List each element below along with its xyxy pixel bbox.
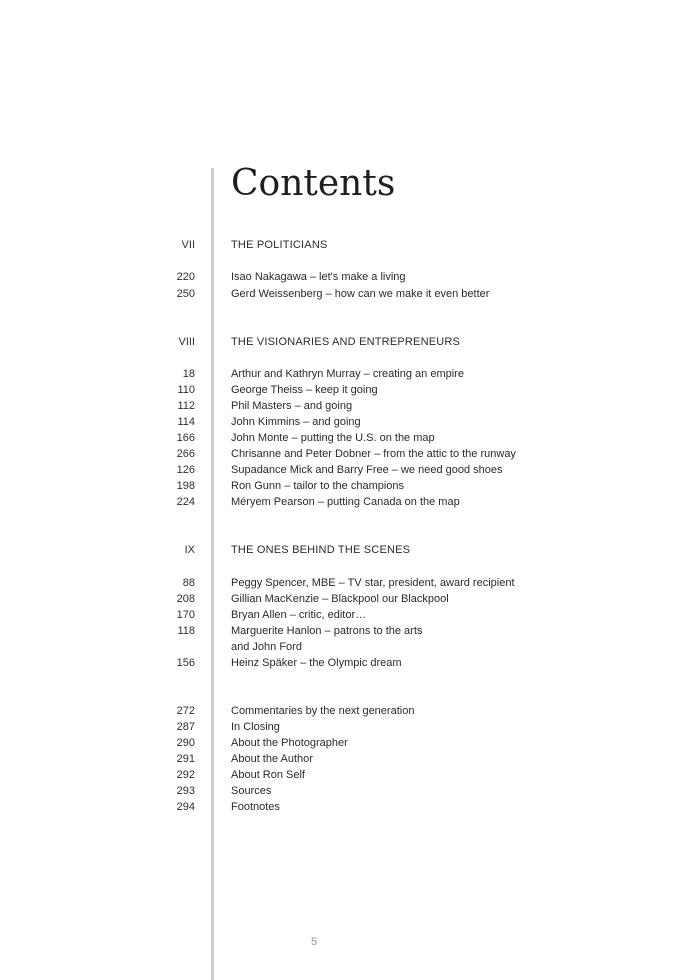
entry-page-number: 294 — [176, 801, 195, 813]
toc-entry[interactable] — [0, 767, 700, 783]
entry-title: Isao Nakagawa – let's make a living — [231, 271, 406, 283]
section-numeral: VII — [181, 239, 195, 251]
entry-title: About the Author — [231, 753, 313, 765]
entry-page-number: 166 — [176, 432, 195, 444]
toc-entry[interactable] — [0, 398, 700, 414]
entry-title: Chrisanne and Peter Dobner – from the attic to the runway — [231, 448, 516, 460]
entry-title: Sources — [231, 785, 272, 797]
section-numeral: IX — [184, 544, 195, 556]
entry-page-number: 18 — [182, 368, 195, 380]
entry-page-number: 110 — [177, 384, 195, 396]
entry-page-number: 112 — [177, 400, 195, 412]
toc-entry[interactable] — [0, 751, 700, 767]
section-heading-row — [0, 334, 700, 350]
toc-entry[interactable] — [0, 623, 700, 639]
section-heading: THE VISIONARIES AND ENTREPRENEURS — [231, 336, 461, 348]
entry-title: Gillian MacKenzie – Blackpool our Blackpool — [231, 593, 449, 605]
section-heading: THE POLITICIANS — [231, 239, 328, 251]
entry-page-number: 266 — [176, 448, 195, 460]
page-title: Contents — [231, 163, 396, 204]
entry-page-number: 126 — [176, 464, 195, 476]
toc-entry[interactable] — [0, 607, 700, 623]
entry-title: Footnotes — [231, 801, 280, 813]
entry-title: Phil Masters – and going — [231, 400, 353, 412]
entry-title: About the Photographer — [231, 737, 348, 749]
toc-entry[interactable] — [0, 366, 700, 382]
entry-title: John Kimmins – and going — [231, 416, 361, 428]
entry-page-number: 292 — [176, 769, 195, 781]
entry-title: About Ron Self — [231, 769, 305, 781]
toc-entry[interactable] — [0, 735, 700, 751]
entry-title: Heinz Späker – the Olympic dream — [231, 657, 402, 669]
entry-page-number: 208 — [176, 593, 195, 605]
toc-entry[interactable] — [0, 478, 700, 494]
entry-title: Ron Gunn – tailor to the champions — [231, 480, 405, 492]
entry-page-number: 293 — [176, 785, 195, 797]
toc-entry[interactable] — [0, 286, 700, 302]
entry-title: In Closing — [231, 721, 280, 733]
entry-title: Méryem Pearson – putting Canada on the map — [231, 496, 460, 508]
entry-title: Commentaries by the next generation — [231, 705, 415, 717]
entry-title: Peggy Spencer, MBE – TV star, president, award recipient — [231, 577, 515, 589]
entry-title: and John Ford — [231, 641, 302, 653]
toc-entry[interactable] — [0, 703, 700, 719]
section-heading-row — [0, 237, 700, 253]
entry-page-number: 156 — [176, 657, 195, 669]
toc-entry[interactable] — [0, 446, 700, 462]
entry-page-number: 198 — [176, 480, 195, 492]
entry-page-number: 290 — [176, 737, 195, 749]
entry-title: George Theiss – keep it going — [231, 384, 378, 396]
toc-entry[interactable] — [0, 655, 700, 671]
entry-title: John Monte – putting the U.S. on the map — [231, 432, 435, 444]
section-heading-row — [0, 542, 700, 558]
toc-entry[interactable] — [0, 414, 700, 430]
entry-title: Marguerite Hanlon – patrons to the arts — [231, 625, 423, 637]
entry-page-number: 291 — [176, 753, 195, 765]
entry-page-number: 224 — [176, 496, 195, 508]
entry-title: Arthur and Kathryn Murray – creating an empire — [231, 368, 464, 380]
page-number: 5 — [310, 936, 318, 948]
toc-entry[interactable] — [0, 269, 700, 285]
toc-entry[interactable] — [0, 783, 700, 799]
entry-page-number: 114 — [177, 416, 195, 428]
entry-page-number: 272 — [176, 705, 195, 717]
entry-title: Gerd Weissenberg – how can we make it even better — [231, 288, 490, 300]
entry-title: Supadance Mick and Barry Free – we need good shoes — [231, 464, 503, 476]
toc-entry[interactable] — [0, 719, 700, 735]
toc-entry[interactable] — [0, 462, 700, 478]
toc-entry[interactable] — [0, 575, 700, 591]
toc-entry[interactable] — [0, 494, 700, 510]
entry-page-number: 88 — [182, 577, 195, 589]
entry-page-number: 287 — [176, 721, 195, 733]
entry-page-number: 170 — [176, 609, 195, 621]
entry-title: Bryan Allen – critic, editor… — [231, 609, 367, 621]
entry-page-number: 250 — [176, 288, 195, 300]
toc-entry[interactable] — [0, 430, 700, 446]
toc-entry[interactable] — [0, 799, 700, 815]
toc-entry[interactable] — [0, 591, 700, 607]
entry-page-number: 220 — [176, 271, 195, 283]
entry-page-number: 118 — [177, 625, 195, 637]
toc-entry[interactable] — [0, 382, 700, 398]
section-heading: THE ONES BEHIND THE SCENES — [231, 544, 411, 556]
section-numeral: VIII — [178, 336, 195, 348]
toc-entry-continuation — [0, 639, 700, 655]
